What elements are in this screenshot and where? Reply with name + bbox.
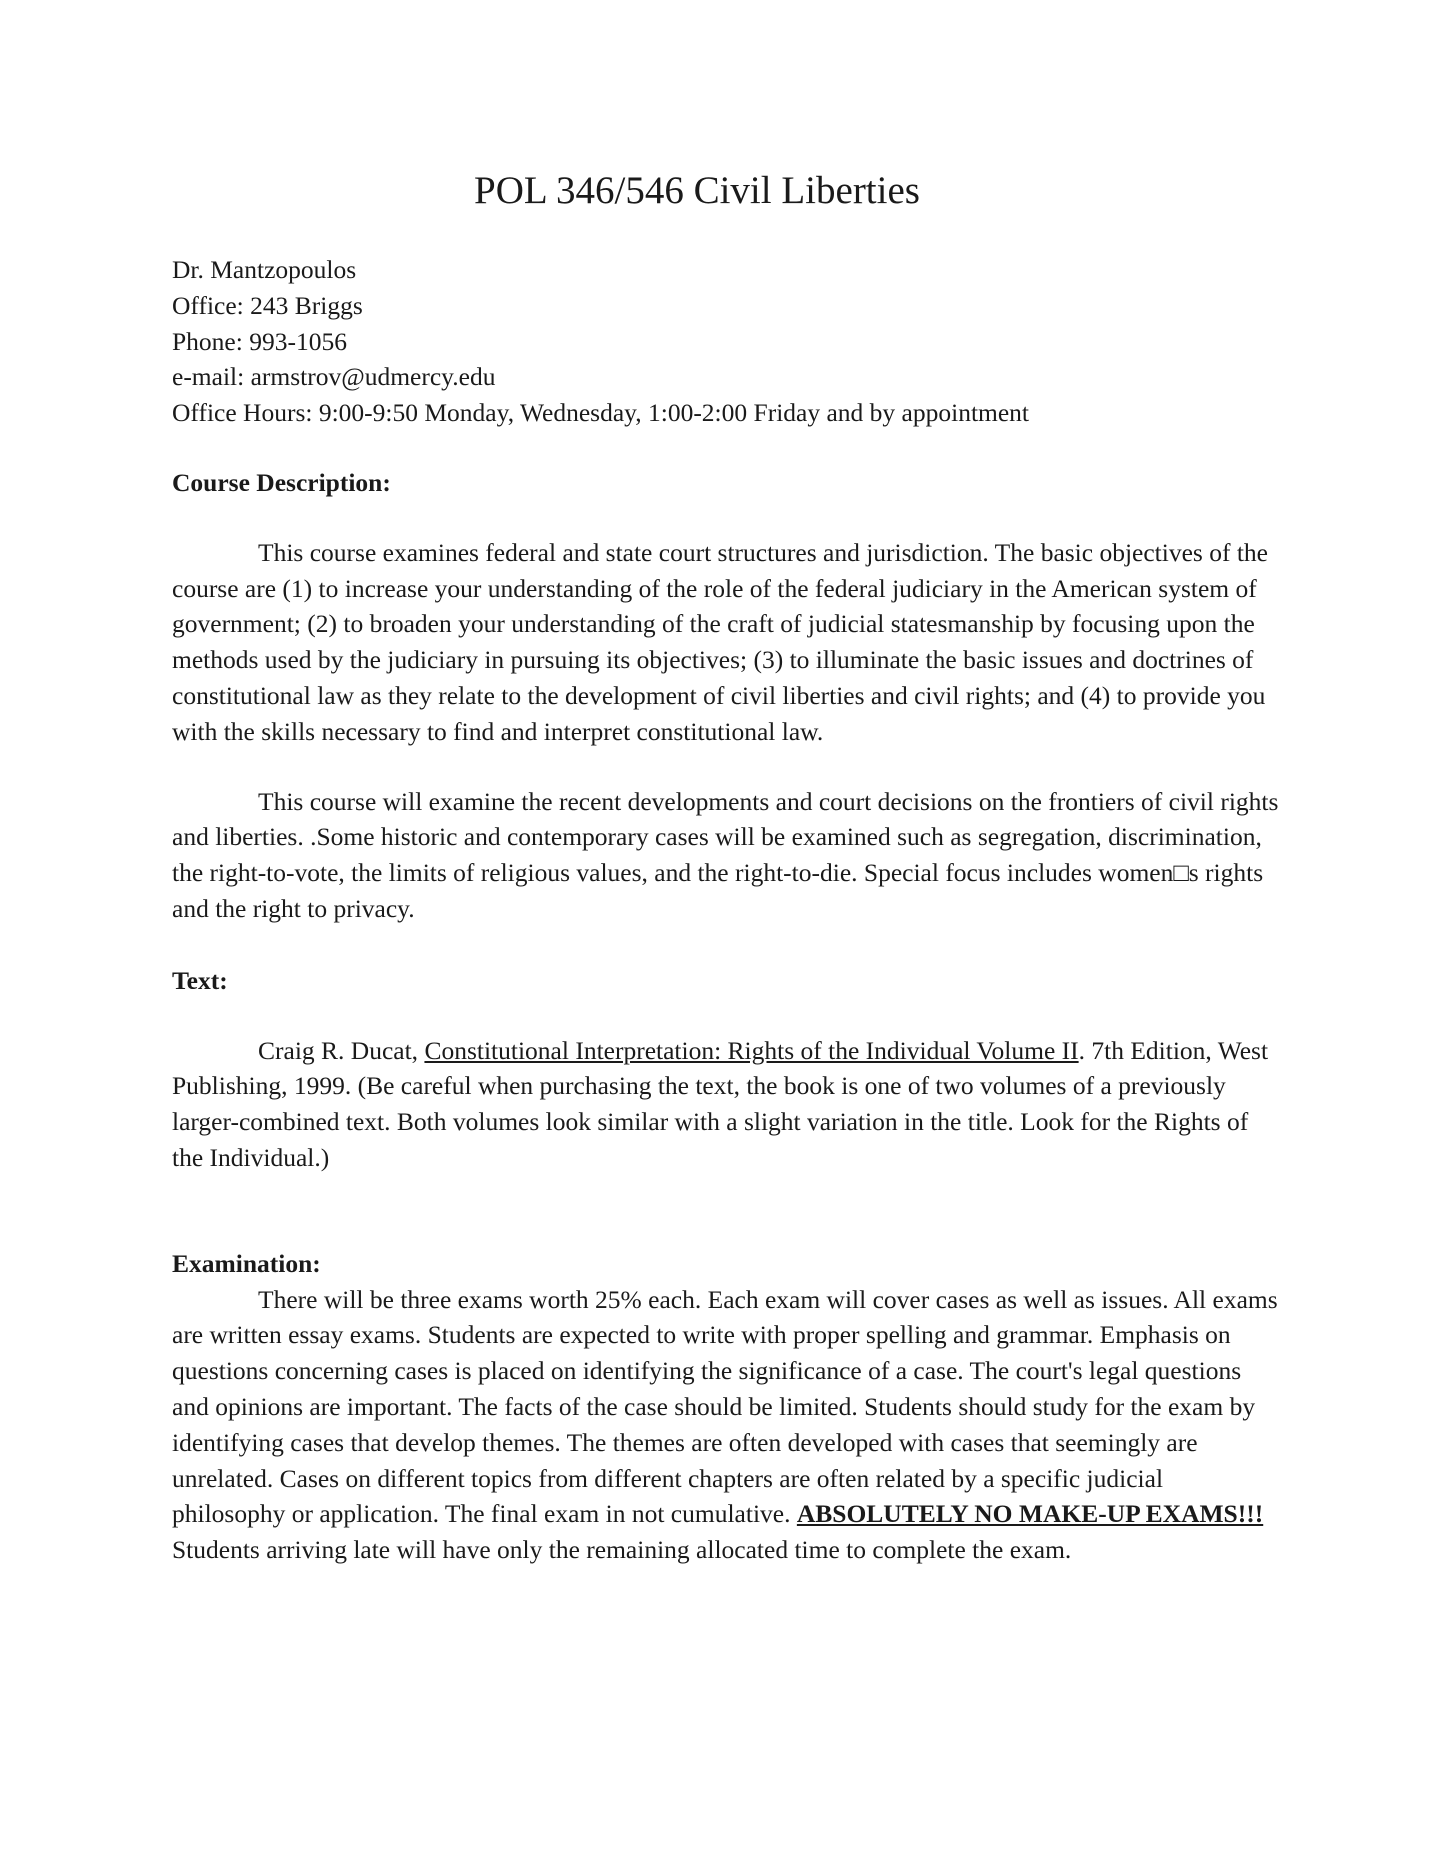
spacer bbox=[172, 750, 1282, 784]
spacer bbox=[172, 431, 1282, 465]
no-makeup-notice: ABSOLUTELY NO MAKE-UP EXAMS!!! bbox=[796, 1499, 1264, 1529]
textbook-citation bbox=[172, 1033, 1282, 1176]
course-description-paragraph-1: This course examines federal and state court structures and jurisdiction. The basic objectives of the course are (1) to increase your understanding of the role of the federal judiciary in the American system of government; (2) to broaden your understanding of the craft of judicial statesmanship by focusing upon the methods used by the judiciary in pursuing its objectives; (3) to illuminate the basic issues and doctrines of constitutional law as they relate to the development of civil liberties and civil rights; and (4) to provide you with the skills necessary to find and interpret constitutional law. bbox=[172, 537, 1268, 746]
spacer bbox=[172, 999, 1282, 1033]
examination-heading: Examination: bbox=[172, 1248, 321, 1278]
text-heading: Text: bbox=[172, 965, 228, 995]
phone-number: Phone: 993-1056 bbox=[172, 326, 347, 356]
textbook-details: . 7th Edition, West Publishing, 1999. (Be careful when purchasing the text, the book is one of two volumes of a previously larger-combined text. Both volumes look similar with a slight variation in the title. Look for the Rights of the Individual.) bbox=[172, 1035, 1269, 1172]
syllabus-page bbox=[172, 168, 1282, 1568]
instructor-name: Dr. Mantzopoulos bbox=[172, 255, 357, 284]
textbook-title: Constitutional Interpretation: Rights of the Individual Volume II bbox=[424, 1035, 1079, 1065]
examination-paragraph bbox=[172, 1282, 1282, 1568]
course-description-paragraph-2: This course will examine the recent developments and court decisions on the frontiers of civil rights and liberties. .Some historic and contemporary cases will be examined such as segregation, discrimination, the right-to-vote, the limits of religious values, and the right-to-die. Special focus includes women□s rights and the right to privacy. bbox=[172, 786, 1279, 923]
spacer bbox=[172, 501, 1282, 535]
spacer bbox=[172, 927, 1282, 963]
office-hours: Office Hours: 9:00-9:50 Monday, Wednesday, 1:00-2:00 Friday and by appointment bbox=[172, 398, 1030, 428]
contact-block bbox=[172, 252, 1282, 431]
email-address: e-mail: armstrov@udmercy.edu bbox=[172, 362, 496, 392]
textbook-author: Craig R. Ducat, bbox=[258, 1035, 425, 1065]
examination-body: There will be three exams worth 25% each. Each exam will cover cases as well as issues. All exams are written essay exams. Students are expected to write with proper spelling and grammar. Emphasis on questions concerning cases is placed on identifying the significance of a case. The court's legal questions and opinions are important. The facts of the case should be limited. Students should study for the exam by identifying cases that develop themes. The themes are often developed with cases that seemingly are unrelated. Cases on different topics from different chapters are often related by a specific judicial philosophy or application. The final exam in not cumulative. bbox=[172, 1284, 1278, 1529]
spacer bbox=[172, 1176, 1282, 1246]
examination-body-end: Students arriving late will have only the remaining allocated time to complete the exam. bbox=[172, 1535, 1072, 1565]
course-title: POL 346/546 Civil Liberties bbox=[474, 169, 920, 212]
office-location: Office: 243 Briggs bbox=[172, 290, 363, 320]
course-description-heading: Course Description: bbox=[172, 467, 391, 497]
